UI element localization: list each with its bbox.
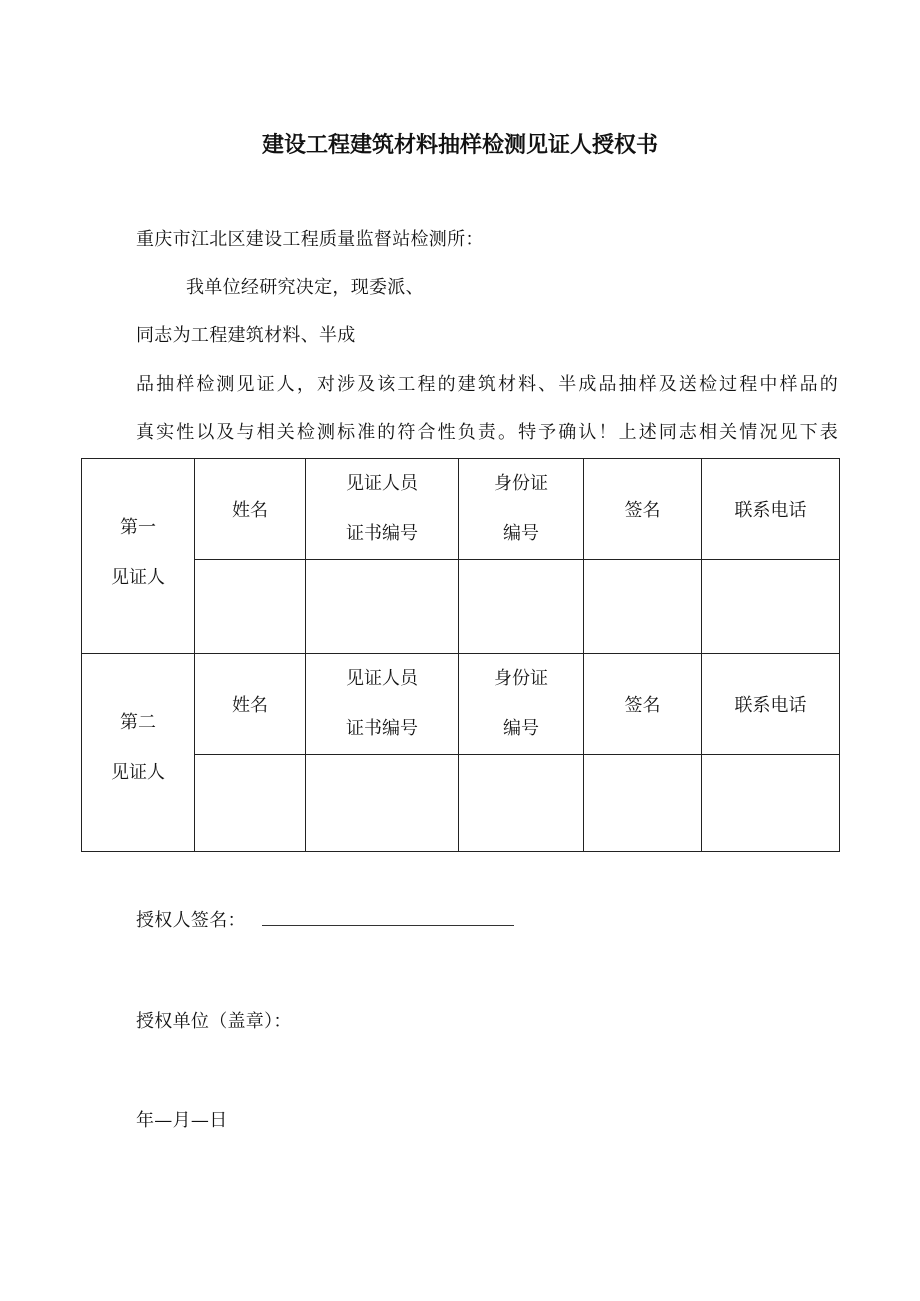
header-line: 证书编号 xyxy=(346,718,418,739)
date-label: 年—月—日 xyxy=(136,1110,228,1131)
header-line: 见证人员 xyxy=(346,668,418,689)
name-field[interactable] xyxy=(195,755,306,852)
phone-field[interactable] xyxy=(702,755,840,852)
table-row xyxy=(82,755,840,852)
signature-field[interactable] xyxy=(584,755,702,852)
cert-number-field[interactable] xyxy=(306,560,459,654)
header-line: 身份证 xyxy=(494,668,548,689)
table-row xyxy=(82,560,840,654)
header-line: 身份证 xyxy=(494,473,548,494)
authorizing-unit-label: 授权单位（盖章）： xyxy=(136,1011,292,1032)
name-field[interactable] xyxy=(195,560,306,654)
header-cert-number xyxy=(306,654,459,755)
header-name: 姓名 xyxy=(195,654,306,755)
header-name: 姓名 xyxy=(195,459,306,560)
section-label-line: 第一 xyxy=(120,517,156,538)
authorizer-signature-line[interactable] xyxy=(262,925,514,926)
section-label-first xyxy=(82,459,195,654)
header-phone: 联系电话 xyxy=(702,654,840,755)
id-number-field[interactable] xyxy=(459,755,584,852)
header-line: 编号 xyxy=(503,523,539,544)
header-cert-number xyxy=(306,459,459,560)
header-line: 见证人员 xyxy=(346,473,418,494)
header-signature: 签名 xyxy=(584,459,702,560)
phone-field[interactable] xyxy=(702,560,840,654)
body-line-3: 品抽样检测见证人，对涉及该工程的建筑材料、半成品抽样及送检过程中样品的 xyxy=(136,374,838,395)
section-label-line: 见证人 xyxy=(111,567,165,588)
header-signature: 签名 xyxy=(584,654,702,755)
section-label-line: 第二 xyxy=(120,712,156,733)
section-label-second xyxy=(82,654,195,852)
authorizer-signature-label: 授权人签名： xyxy=(136,910,246,931)
body-line-2: 同志为工程建筑材料、半成 xyxy=(136,325,356,346)
header-id-number xyxy=(459,459,584,560)
body-line-1: 我单位经研究决定，现委派、 xyxy=(186,277,424,298)
signature-field[interactable] xyxy=(584,560,702,654)
header-phone: 联系电话 xyxy=(702,459,840,560)
header-id-number xyxy=(459,654,584,755)
header-line: 证书编号 xyxy=(346,523,418,544)
id-number-field[interactable] xyxy=(459,560,584,654)
witness-table xyxy=(81,458,840,852)
table-row xyxy=(82,654,840,755)
cert-number-field[interactable] xyxy=(306,755,459,852)
table-row xyxy=(82,459,840,560)
addressee: 重庆市江北区建设工程质量监督站检测所： xyxy=(136,229,484,250)
document-title: 建设工程建筑材料抽样检测见证人授权书 xyxy=(261,133,658,158)
header-line: 编号 xyxy=(503,718,539,739)
body-line-4: 真实性以及与相关检测标准的符合性负责。特予确认！上述同志相关情况见下表 xyxy=(136,422,838,443)
section-label-line: 见证人 xyxy=(111,762,165,783)
